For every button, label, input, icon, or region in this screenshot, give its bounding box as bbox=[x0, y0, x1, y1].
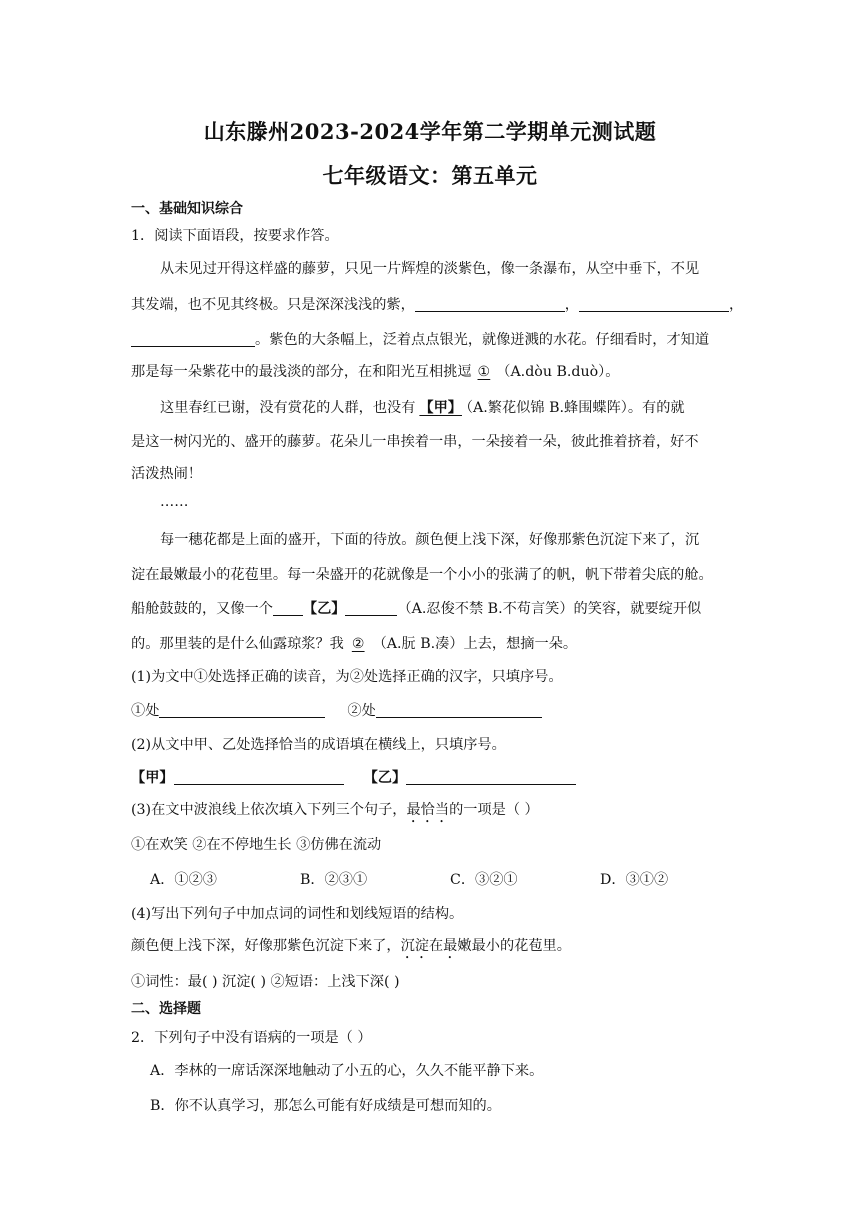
passage-text: 从未见过开得这样盛的藤萝，只见一片辉煌的淡紫色，像一条瀑布，从空中垂下，不见 bbox=[160, 261, 700, 277]
passage-text: 这里春红已谢，没有赏花的人群，也没有 bbox=[160, 400, 416, 416]
document-subtitle: 七年级语文：第五单元 bbox=[322, 163, 538, 188]
answer-label: 【甲】 bbox=[131, 770, 174, 786]
emphasis-text: 最恰当 bbox=[406, 802, 450, 818]
passage-line bbox=[131, 633, 577, 653]
question-text: (3)在文中波浪线上依次填入下列三个句子， bbox=[131, 802, 407, 818]
subquestion-2: (2)从文中甲、乙处选择恰当的成语填在横线上，只填序号。 bbox=[131, 737, 506, 753]
answer-blank[interactable] bbox=[376, 703, 542, 718]
passage-text: （A.忍俊不禁 B.不苟言笑）的笑容，就要绽开似 bbox=[397, 601, 702, 617]
passage-line: 淀在最嫩最小的花苞里。每一朵盛开的花就像是一个小小的张满了的帆，帆下带着尖底的舱。 bbox=[131, 567, 713, 583]
section-heading-1: 一、基础知识综合 bbox=[131, 201, 243, 217]
passage-text: （A.dòu B.duò）。 bbox=[496, 364, 620, 380]
passage-text: 的。那里装的是什么仙露琼浆？我 bbox=[131, 636, 344, 652]
subquestion-3 bbox=[131, 799, 539, 826]
subquestion-4-answers: ①词性：最( ) 沉淀( ) ②短语：上浅下深( ) bbox=[131, 974, 400, 990]
answer-blank[interactable] bbox=[174, 770, 344, 785]
question-text: 的一项是（ ） bbox=[449, 802, 539, 818]
blank-line bbox=[579, 297, 729, 312]
passage-line bbox=[131, 598, 701, 618]
blank-line bbox=[415, 297, 565, 312]
sentence-options: ①在欢笑 ②在不停地生长 ③仿佛在流动 bbox=[131, 837, 382, 853]
marker-2: ② bbox=[351, 636, 365, 652]
question-text: 在 bbox=[428, 938, 444, 954]
answer-blank[interactable] bbox=[159, 703, 325, 718]
document-title: 山东滕州2023-2024学年第二学期单元测试题 bbox=[203, 119, 657, 144]
passage-text: （A.繁花似锦 B.蜂围蝶阵）。有的就 bbox=[465, 400, 685, 416]
passage-line bbox=[131, 361, 619, 381]
blank-line bbox=[273, 601, 303, 616]
passage-line: 是这一树闪光的、盛开的藤萝。花朵儿一串挨着一串，一朵接着一朵，彼此推着挤着，好不 bbox=[131, 434, 699, 450]
passage-line: 每一穗花都是上面的盛开，下面的待放。颜色便上浅下深，好像那紫色沉淀下来了，沉 bbox=[160, 532, 700, 548]
marker-jia: 【甲】 bbox=[419, 400, 462, 416]
question-2-stem: 2．下列句子中没有语病的一项是（ ） bbox=[131, 1030, 372, 1046]
blank-line bbox=[131, 332, 255, 347]
marker-yi: 【乙】 bbox=[302, 601, 346, 617]
emphasis-word-zui: 最 bbox=[443, 938, 458, 954]
choice-c[interactable]: C．③②① bbox=[450, 872, 518, 888]
passage-line bbox=[131, 294, 743, 314]
question-2-option-a[interactable]: A．李林的一席话深深地触动了小五的心，久久不能平静下来。 bbox=[150, 1063, 544, 1079]
ellipsis: …… bbox=[160, 494, 189, 510]
choice-b[interactable]: B．②③① bbox=[300, 872, 368, 888]
subquestion-1: (1)为文中①处选择正确的读音，为②处选择正确的汉字，只填序号。 bbox=[131, 669, 563, 685]
question-text: 嫩最小的花苞里。 bbox=[457, 938, 571, 954]
question-2-option-b[interactable]: B．你不认真学习，那怎么可能有好成绩是可想而知的。 bbox=[150, 1098, 501, 1114]
question-1-stem: 1．阅读下面语段，按要求作答。 bbox=[131, 228, 339, 244]
answer-blank[interactable] bbox=[406, 770, 576, 785]
section-heading-2: 二、选择题 bbox=[131, 1001, 201, 1017]
passage-text: 那是每一朵紫花中的最浅淡的部分，在和阳光互相挑逗 bbox=[131, 364, 472, 380]
choice-a[interactable]: A．①②③ bbox=[150, 872, 217, 888]
comma: ， bbox=[728, 297, 744, 313]
passage-text: 船舱鼓鼓的，又像一个 bbox=[131, 601, 273, 617]
choice-row bbox=[150, 869, 750, 889]
comma: ， bbox=[564, 297, 579, 313]
passage-text: 。紫色的大条幅上，泛着点点银光，就像迸溅的水花。仔细看时，才知道 bbox=[255, 332, 710, 348]
answer-line bbox=[131, 700, 542, 720]
passage-text: （A.朊 B.凑）上去，想摘一朵。 bbox=[372, 636, 578, 652]
passage-line bbox=[160, 397, 685, 417]
passage-line bbox=[131, 329, 709, 349]
subquestion-4: (4)写出下列句子中加点词的词性和划线短语的结构。 bbox=[131, 906, 464, 922]
passage-line: 活泼热闹！ bbox=[131, 466, 202, 482]
emphasis-word-chendian: 沉淀 bbox=[400, 938, 429, 954]
answer-label: ②处 bbox=[347, 703, 376, 719]
answer-line bbox=[131, 767, 576, 787]
answer-label: ①处 bbox=[131, 703, 160, 719]
passage-text: 其发端，也不见其终极。只是深深浅浅的紫， bbox=[131, 297, 415, 313]
question-text: 颜色便上浅下深，好像那紫色沉淀下来了， bbox=[131, 938, 401, 954]
blank-line bbox=[345, 601, 397, 616]
choice-d[interactable]: D．③①② bbox=[600, 872, 669, 888]
passage-line bbox=[160, 258, 731, 278]
marker-1: ① bbox=[477, 364, 491, 380]
answer-label: 【乙】 bbox=[363, 770, 407, 786]
subquestion-4-sentence bbox=[131, 935, 571, 962]
